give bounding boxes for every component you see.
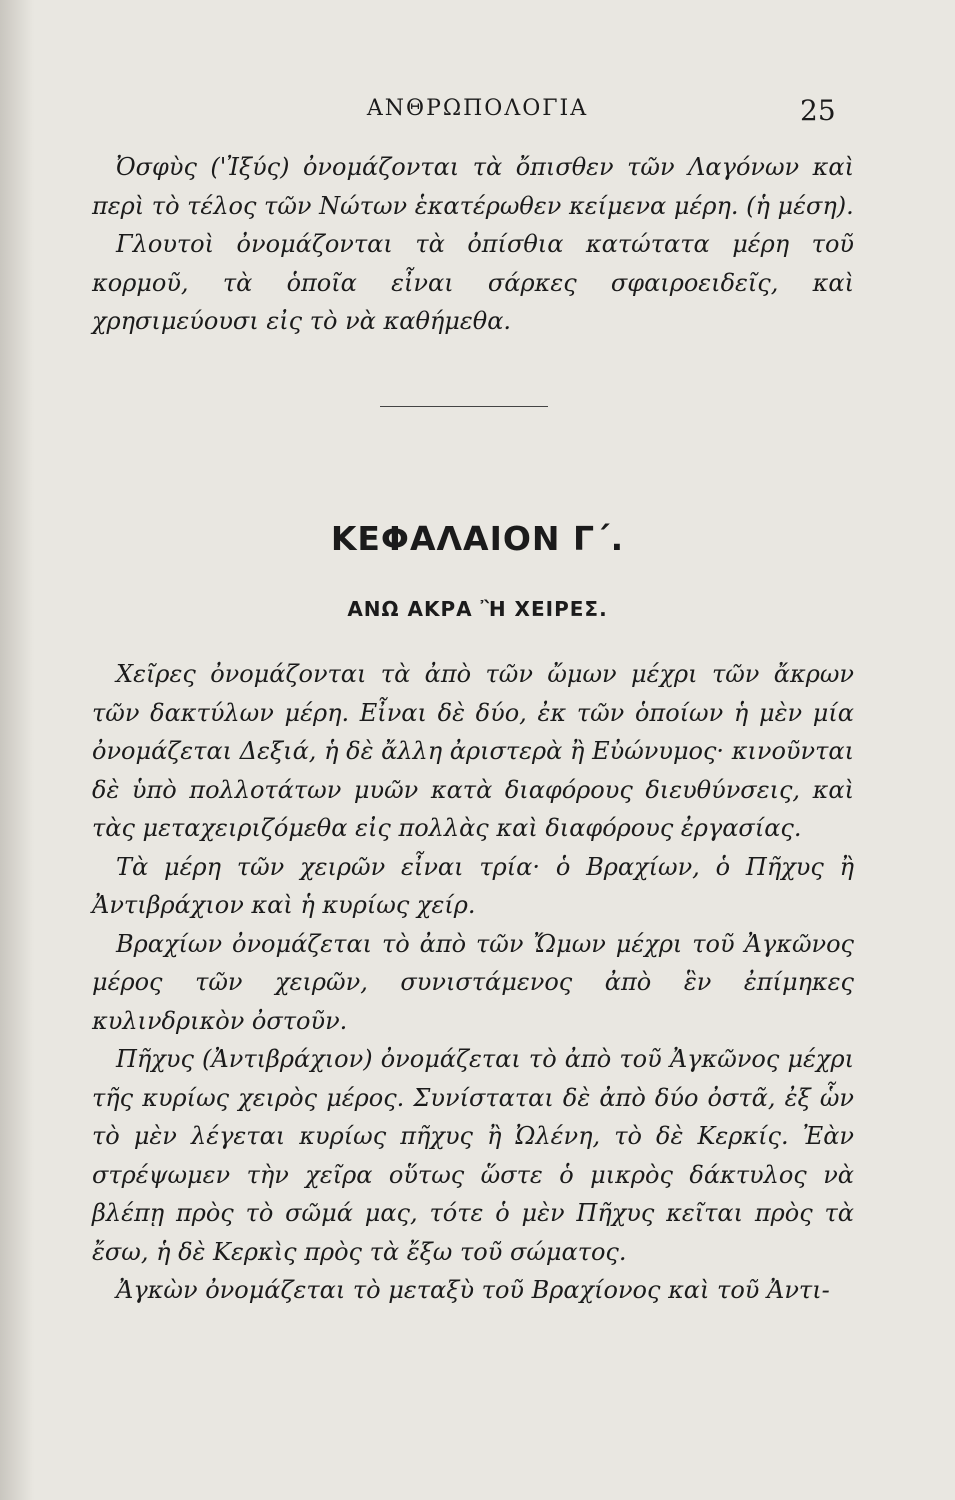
paragraph-pechys: Πῆχυς (Ἀντιβράχιον) ὀνομάζεται τὸ ἀπὸ τοῦ Ἀγκῶνος μέχρι τῆς κυρίως χειρὸς μέρος. Συνίσταται δὲ ἀπὸ δύο ὀστᾶ, ἐξ ὧν τὸ μὲν λέγεται κυρίως πῆχυς ἢ Ὠλένη, τὸ δὲ Κερκίς. Ἐὰν στρέψωμεν τὴν χεῖρα οὕτως ὥστε ὁ μικρὸς δάκτυλος νὰ βλέπῃ πρὸς τὸ σῶμά μας, τότε ὁ μὲν Πῆχυς κεῖται πρὸς τὰ ἔσω, ἡ δὲ Κερκὶς πρὸς τὰ ἔξω τοῦ σώματος. [92,1045,854,1266]
paragraph-brachion: Βραχίων ὀνομάζεται τὸ ἀπὸ τῶν Ὤμων μέχρι τοῦ Ἀγκῶνος μέρος τῶν χειρῶν, συνιστάμενος ἀπὸ ἓν ἐπίμηκες κυλινδρικὸν ὀστοῦν. [92,929,854,1035]
paragraph-cheires: Χεῖρες ὀνομάζονται τὰ ἀπὸ τῶν ὤμων μέχρι τῶν ἄκρων τῶν δακτύλων μέρη. Εἶναι δὲ δύο, ἐκ τῶν ὁποίων ἡ μὲν μία ὀνομάζεται Δεξιά, ἡ δὲ ἄλλη ἀριστερὰ ἢ Εὐώνυμος· κινοῦνται δὲ ὑπὸ πολλοτάτων μυῶν κατὰ διαφόρους διευθύνσεις, καὶ τὰς μεταχειριζόμεθα εἰς πολλὰς καὶ διαφόρους ἐργασίας. [92,660,854,842]
paragraph-mere: Τὰ μέρη τῶν χειρῶν εἶναι τρία· ὁ Βραχίων, ὁ Πῆχυς ἢ Ἀντιβράχιον καὶ ἡ κυρίως χείρ. [92,852,854,919]
section-divider [380,406,548,407]
page-gutter-shadow [0,0,34,1500]
section-two-text [92,655,854,1310]
page-number: 25 [800,94,836,127]
section-one-text [92,148,854,341]
paragraph-gloutoi: Γλουτοὶ ὀνομάζονται τὰ ὀπίσθια κατώτατα μέρη τοῦ κορμοῦ, τὰ ὁποῖα εἶναι σάρκες σφαιροειδεῖς, καὶ χρησιμεύουσι εἰς τὸ νὰ καθήμεθα. [92,230,854,335]
paragraph-agkon: Ἀγκὼν ὀνομάζεται τὸ μεταξὺ τοῦ Βραχίονος καὶ τοῦ Ἀντι- [116,1276,830,1304]
paragraph-osfys: Ὀσφὺς ('Ἰξύς) ὀνομάζονται τὰ ὄπισθεν τῶν Λαγόνων καὶ περὶ τὸ τέλος τῶν Νώτων ἑκατέρωθεν κείμενα μέρη. (ἡ μέση). [92,153,854,220]
chapter-title: ΚΕΦΑΛΑΙΟΝ Γ΄. [330,519,625,558]
running-title: ΑΝΘΡΩΠΟΛΟΓΙΑ [366,96,589,121]
chapter-subtitle: ΑΝΩ ΑΚΡΑ Ἢ ΧΕΙΡΕΣ. [347,597,608,621]
